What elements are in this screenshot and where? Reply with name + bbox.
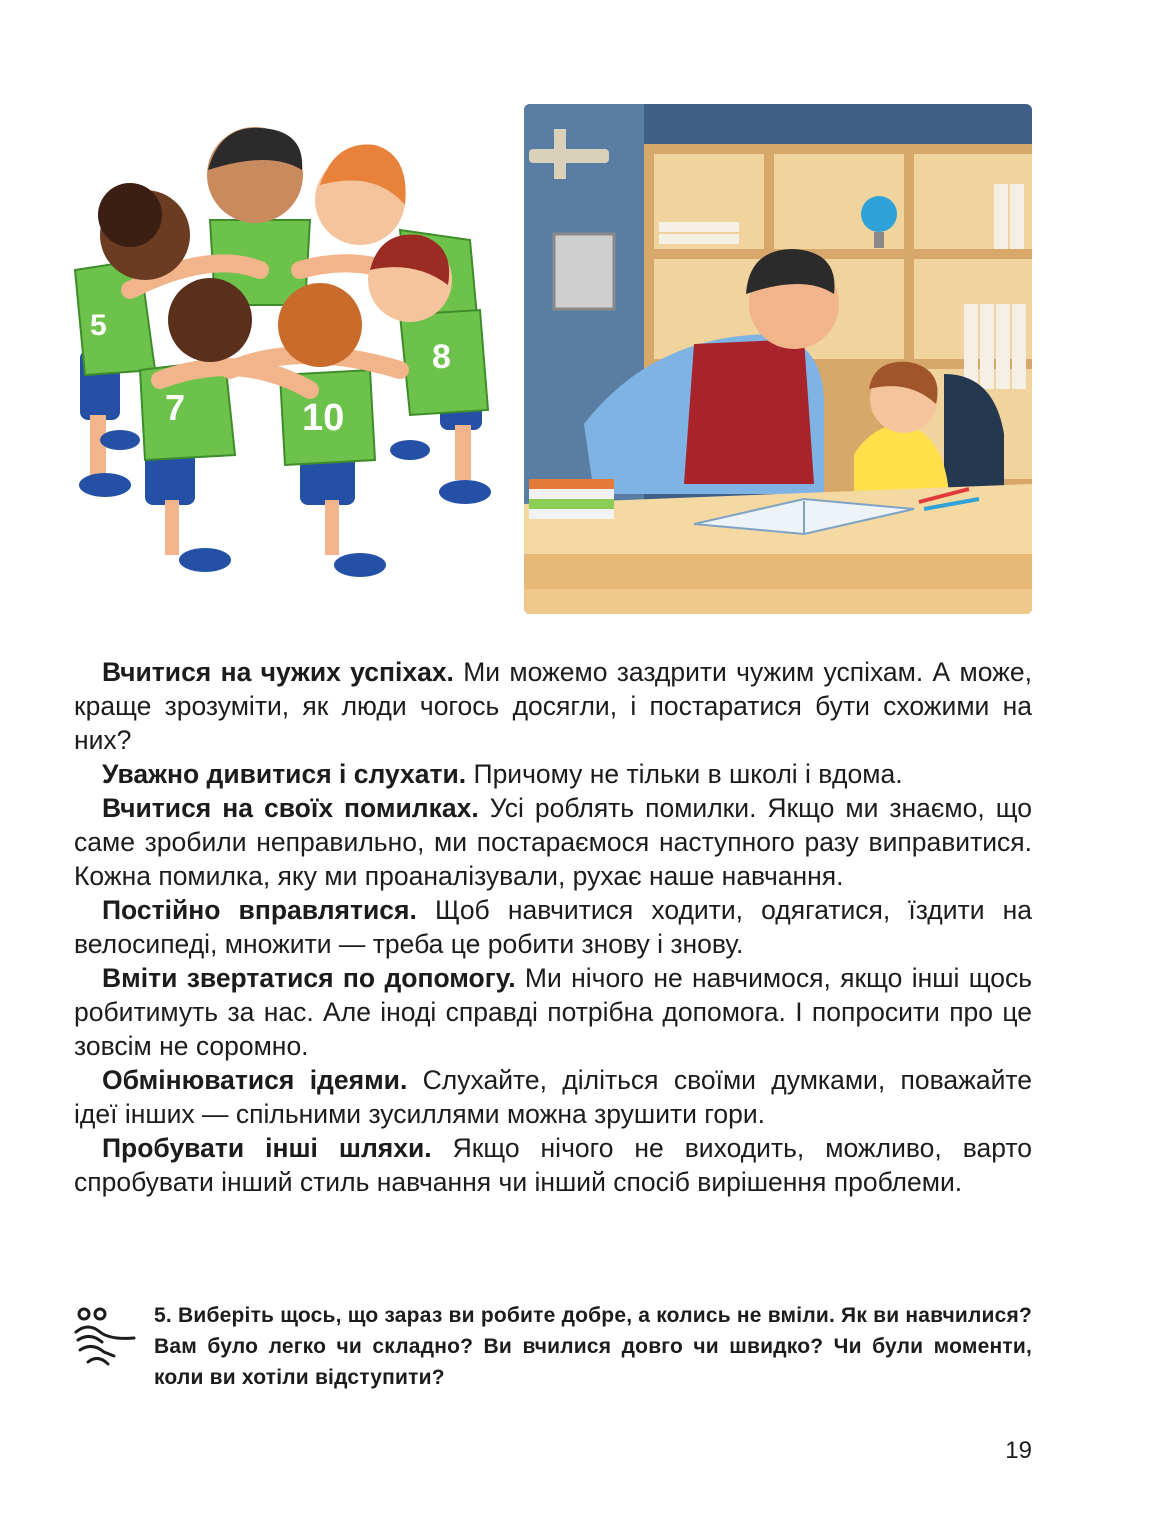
paragraph-body: Якщо нічого не виходить, можливо, варто спробувати інший стиль навчання чи інший спосіб вирішення проблеми. [74, 1133, 1032, 1197]
father-son-study-illustration [524, 104, 1032, 614]
paragraph-body: Щоб навчитися ходити, одягатися, їздити на велосипеді, множити — треба це робити знову і знову. [74, 895, 1032, 959]
paragraph [74, 757, 1032, 791]
task-text [154, 1300, 1032, 1393]
paragraph-heading: Вчитися на чужих успіхах. [102, 657, 454, 687]
paragraph-heading: Обмінюватися ідеями. [102, 1065, 408, 1095]
svg-text:5: 5 [90, 309, 107, 342]
paragraph-heading: Постійно вправлятися. [102, 895, 417, 925]
main-text [74, 655, 1032, 1199]
paragraph [74, 791, 1032, 893]
paragraph-body: Ми можемо заздрити чужим успіхам. А може, краще зрозуміти, як люди чогось досягли, і постаратися бути схожими на них? [74, 657, 1032, 755]
paragraph-heading: Уважно дивитися і слухати. [102, 759, 467, 789]
paragraph-body: Ми нічого не навчимося, якщо інші щось робитимуть за нас. Але іноді справді потрібна допомога. І попросити про це зовсім не соромно. [74, 963, 1032, 1061]
kids-huddle-illustration [70, 120, 495, 595]
task-question: Виберіть щось, що зараз ви робите добре, а колись не вміли. Як ви навчилися? Вам було легко чи складно? Ви вчилися довго чи швидко? Чи були моменти, коли ви хотіли відступити? [154, 1304, 1032, 1389]
paragraph-heading: Пробувати інші шляхи. [102, 1133, 432, 1163]
svg-text:8: 8 [432, 338, 451, 376]
paragraph-heading: Вчитися на своїх помилках. [102, 793, 479, 823]
svg-text:7: 7 [165, 387, 186, 428]
paragraph [74, 655, 1032, 757]
page-number: 19 [1005, 1437, 1032, 1464]
paragraph [74, 893, 1032, 961]
paragraph-body: Усі роблять помилки. Якщо ми знаємо, що саме зробили неправильно, ми постараємося наступного разу виправитися. Кожна помилка, яку ми проаналізували, рухає наше навчання. [74, 793, 1032, 891]
paragraph-heading: Вміти звертатися по допомогу. [102, 963, 516, 993]
paragraph-body: Слухайте, діліться своїми думками, поважайте ідеї інших — спільними зусиллями можна зрушити гори. [74, 1065, 1032, 1129]
paragraph [74, 961, 1032, 1063]
paragraph [74, 1131, 1032, 1199]
task-number: 5. [154, 1304, 172, 1327]
paragraph-body: Причому не тільки в школі і вдома. [466, 759, 903, 789]
teamwork-icon [74, 1306, 138, 1368]
svg-text:10: 10 [302, 397, 345, 439]
paragraph [74, 1063, 1032, 1131]
